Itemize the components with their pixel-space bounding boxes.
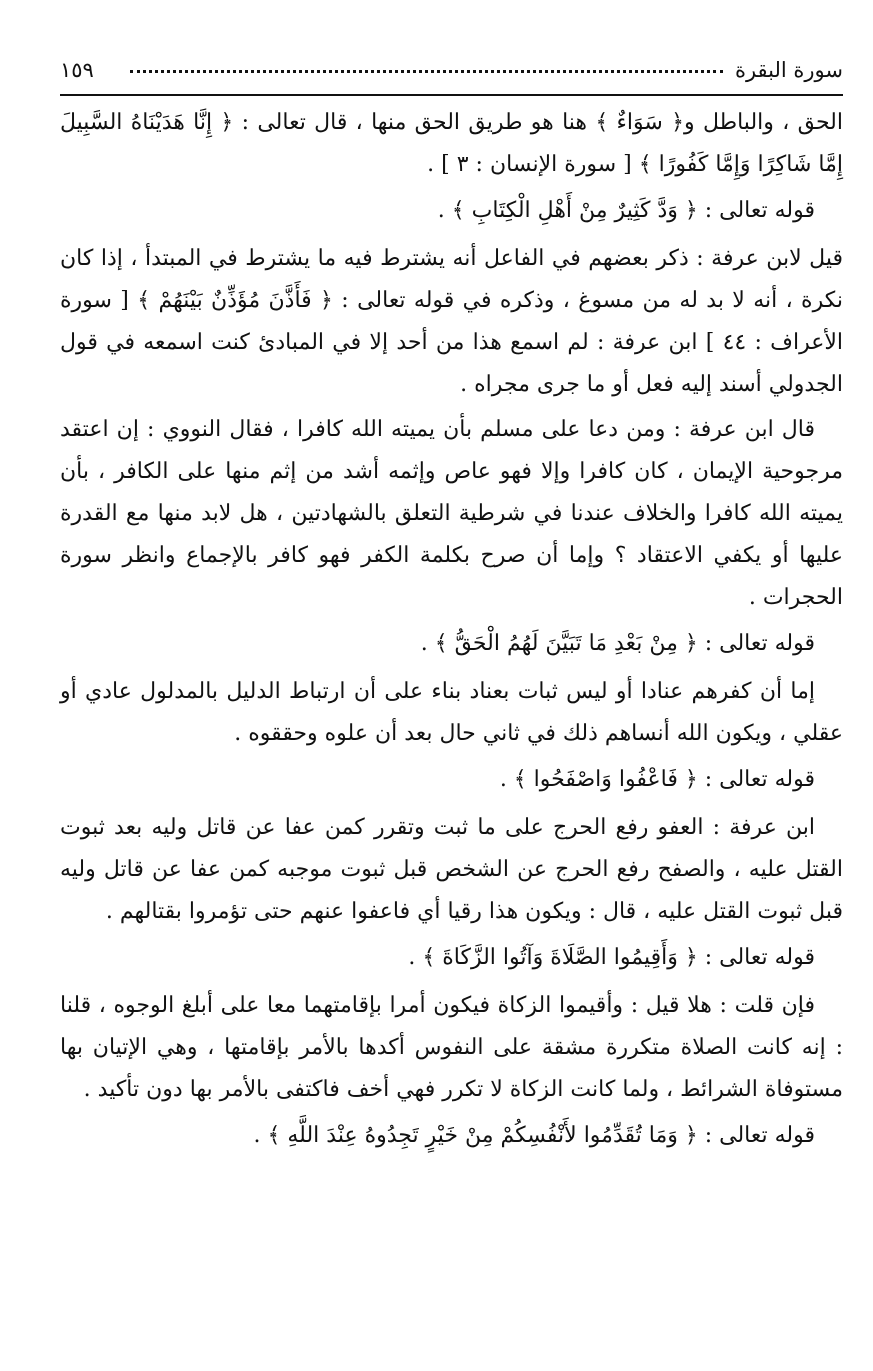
paragraph: قيل لابن عرفة : ذكر بعضهم في الفاعل أنه يشترط فيه ما يشترط في المبتدأ ، إذا كان نكرة ، أنه لا بد له من مسوغ ، وذكره في قوله تعالى : ﴿ فَأَذَّنَ مُؤَذِّنٌ بَيْنَهُمْ ﴾ [ سورة الأعراف : ٤٤ ] ابن عرفة : لم اسمع هذا من أحد إلا في المبادئ كنت اسمعه في قول الجدولي أسند إليه فعل أو ما جرى مجراه . — [60, 246, 843, 397]
page-number: ١٥٩ — [60, 58, 94, 82]
verse-heading: قوله تعالى : ﴿ وَأَقِيمُوا الصَّلَاةَ وَآتُوا الزَّكَاةَ ﴾ . — [408, 945, 815, 970]
paragraph: إما أن كفرهم عنادا أو ليس ثبات بعناد بناء على أن ارتباط الدليل بالمدلول عادي أو عقلي ، ويكون الله أنساهم ذلك في ثاني حال بعد أن علوه وحققوه . — [60, 679, 843, 746]
verse-heading: قوله تعالى : ﴿ وَدَّ كَثِيرٌ مِنْ أَهْلِ الْكِتَابِ ﴾ . — [437, 198, 815, 223]
header-dotted-leader — [130, 70, 723, 73]
verse-heading: قوله تعالى : ﴿ فَاعْفُوا وَاصْفَحُوا ﴾ . — [499, 767, 815, 792]
paragraph: قال ابن عرفة : ومن دعا على مسلم بأن يميته الله كافرا ، فقال النووي : إن اعتقد مرجوحية الإيمان ، كان كافرا وإلا فهو عاص وإثمه أشد من إثم منها على الكافر ، بأن يميته الله كافرا والخلاف عندنا في شرطية التعلق بالشهادتين ، هل لابد منها مع القدرة عليها أو يكفي الاعتقاد ؟ وإما أن صرح بكلمة الكفر فهو كافر بالإجماع وانظر سورة الحجرات . — [60, 417, 843, 610]
paragraph: الحق ، والباطل و﴿ سَوَاءٌ ﴾ هنا هو طريق الحق منها ، قال تعالى : ﴿ إِنَّا هَدَيْنَاهُ السَّبِيلَ إِمَّا شَاكِرًا وَإِمَّا كَفُورًا ﴾ [ سورة الإنسان : ٣ ] . — [60, 110, 843, 177]
page-header — [60, 50, 843, 96]
verse-heading: قوله تعالى : ﴿ وَمَا تُقَدِّمُوا لأَنْفُسِكُمْ مِنْ خَيْرٍ تَجِدُوهُ عِنْدَ اللَّهِ ﴾ . — [253, 1123, 815, 1148]
page-body — [60, 102, 843, 1157]
verse-heading: قوله تعالى : ﴿ مِنْ بَعْدِ مَا تَبَيَّنَ لَهُمُ الْحَقُّ ﴾ . — [420, 631, 815, 656]
running-title: سورة البقرة — [734, 58, 843, 82]
paragraph: ابن عرفة : العفو رفع الحرج على ما ثبت وتقرر كمن عفا عن قاتل وليه بعد ثبوت القتل عليه ، والصفح رفع الحرج عن الشخص قبل ثبوت موجبه كمن عفا عن قاتل وليه قبل ثبوت القتل عليه ، قال : ويكون هذا رقيا أي فاعفوا عنهم حتى تؤمروا بقتالهم . — [60, 815, 843, 924]
book-page — [60, 50, 843, 1163]
paragraph: فإن قلت : هلا قيل : وأقيموا الزكاة فيكون أمرا بإقامتهما معا على أبلغ الوجوه ، قلنا : إنه كانت الصلاة متكررة مشقة على النفوس أكدها بالأمر بإقامتها ، وهي الإتيان بها مستوفاة الشرائط ، ولما كانت الزكاة لا تكرر فهي أخف فاكتفى بالأمر بها دون تأكيد . — [60, 993, 843, 1102]
